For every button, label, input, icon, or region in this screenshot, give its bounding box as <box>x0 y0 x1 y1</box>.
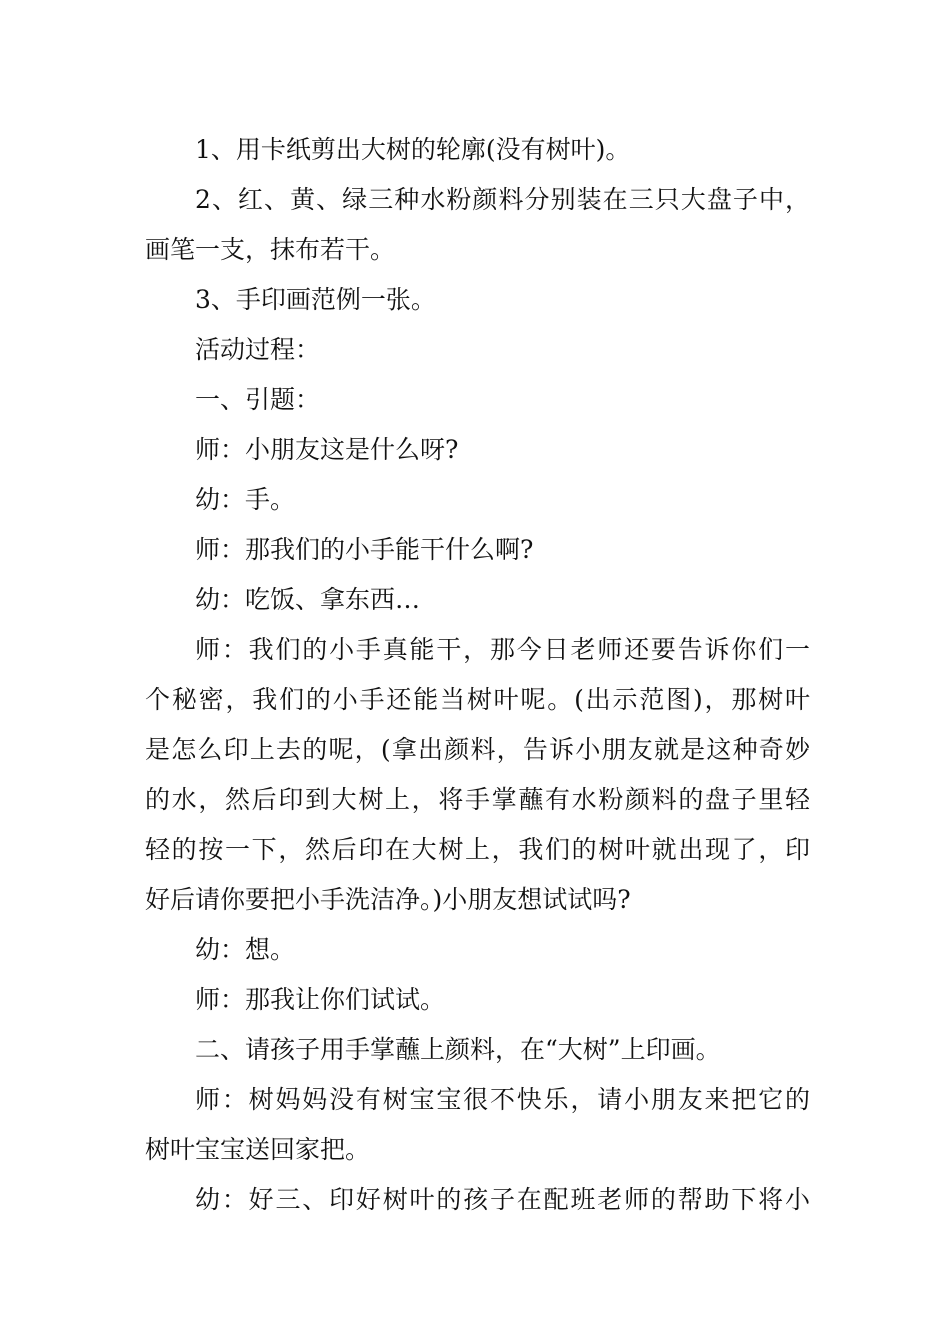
dialogue-line: 幼：吃饭、拿东西… <box>195 585 421 614</box>
paragraph-line: 画笔一支，抹布若干。 <box>145 235 396 264</box>
section-heading: 二、请孩子用手掌蘸上颜料，在“大树”上印画。 <box>195 1035 721 1064</box>
paragraph-line: 1、用卡纸剪出大树的轮廓(没有树叶)。 <box>195 135 631 164</box>
dialogue-line: 师：小朋友这是什么呀? <box>195 435 459 464</box>
dialogue-line: 师：树妈妈没有树宝宝很不快乐，请小朋友来把它的 <box>195 1085 810 1114</box>
dialogue-line: 幼：好三、印好树叶的孩子在配班老师的帮助下将小 <box>195 1185 810 1214</box>
paragraph-line: 是怎么印上去的呢，(拿出颜料，告诉小朋友就是这种奇妙 <box>145 735 810 764</box>
dialogue-line: 师：那我让你们试试。 <box>195 985 446 1014</box>
paragraph-line: 好后请你要把小手洗洁净。)小朋友想试试吗? <box>145 885 631 914</box>
dialogue-line: 师：那我们的小手能干什么啊? <box>195 535 534 564</box>
paragraph-line: 轻的按一下，然后印在大树上，我们的树叶就出现了，印 <box>145 835 810 864</box>
paragraph-line: 2、红、黄、绿三种水粉颜料分别装在三只大盘子中， <box>195 185 810 214</box>
section-heading: 一、引题： <box>195 385 321 414</box>
paragraph-line: 的水，然后印到大树上，将手掌蘸有水粉颜料的盘子里轻 <box>145 785 810 814</box>
dialogue-line: 师：我们的小手真能干，那今日老师还要告诉你们一 <box>195 635 810 664</box>
paragraph-line: 个秘密，我们的小手还能当树叶呢。(出示范图)，那树叶 <box>145 685 810 714</box>
section-heading: 活动过程： <box>195 335 321 364</box>
dialogue-line: 幼：想。 <box>195 935 296 964</box>
dialogue-line: 幼：手。 <box>195 485 296 514</box>
paragraph-line: 3、手印画范例一张。 <box>195 285 436 314</box>
paragraph-line: 树叶宝宝送回家把。 <box>145 1135 371 1164</box>
